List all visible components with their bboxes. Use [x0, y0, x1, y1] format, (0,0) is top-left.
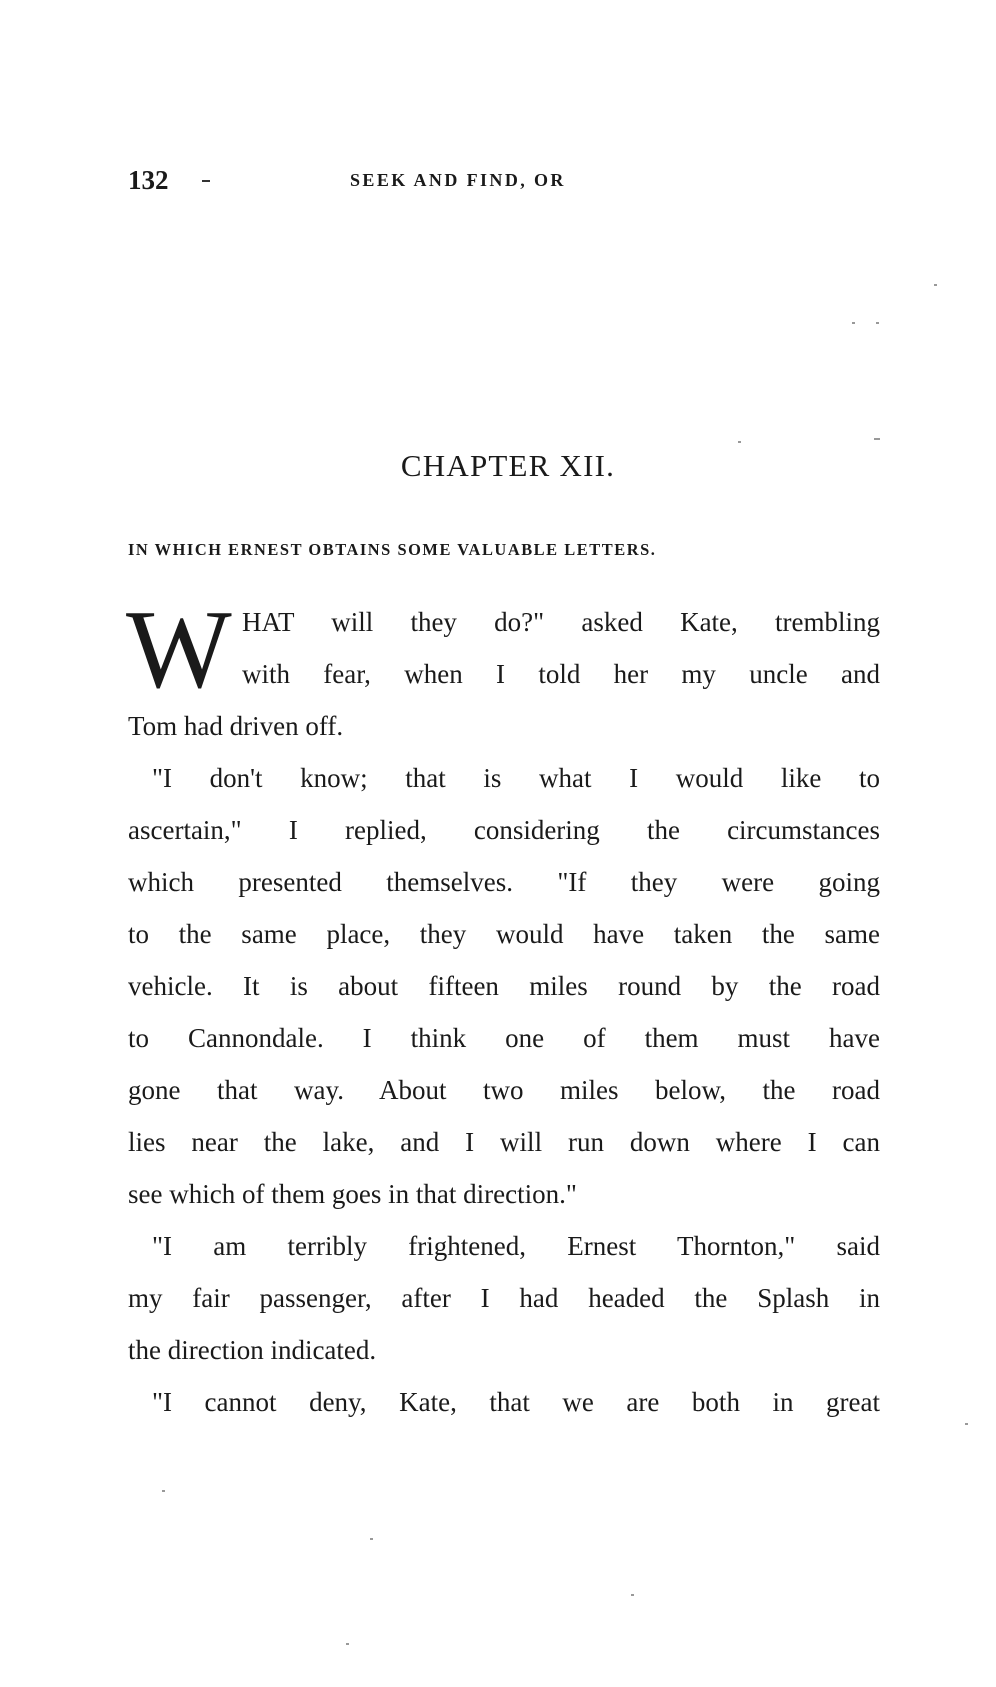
text-line: which presented themselves. "If they were going — [128, 867, 880, 897]
body-text — [126, 588, 880, 1428]
text-line: HAT will they do?" asked Kate, trembling — [242, 607, 880, 637]
scan-speck — [370, 1538, 373, 1540]
scan-speck — [874, 438, 880, 440]
text-line: "I don't know; that is what I would like to — [152, 763, 880, 793]
text-line: "I cannot deny, Kate, that we are both in great — [152, 1387, 880, 1417]
scan-speck — [965, 1423, 968, 1425]
text-line: Tom had driven off. — [128, 711, 344, 741]
text-line: vehicle. It is about fifteen miles round by the road — [128, 971, 880, 1001]
text-line: "I am terribly frightened, Ernest Thornton," said — [152, 1231, 880, 1261]
scan-speck — [852, 322, 855, 324]
text-line: lies near the lake, and I will run down where I can — [128, 1127, 880, 1157]
scan-speck — [876, 322, 879, 324]
scan-speck — [162, 1490, 165, 1492]
text-line: to Cannondale. I think one of them must have — [128, 1023, 880, 1053]
page-number: 132 — [128, 165, 169, 195]
scan-speck — [346, 1643, 349, 1645]
text-line: with fear, when I told her my uncle and — [242, 659, 880, 689]
chapter-subtitle: IN WHICH ERNEST OBTAINS SOME VALUABLE LETTERS. — [128, 540, 657, 559]
text-line: gone that way. About two miles below, the road — [128, 1075, 880, 1105]
drop-cap-letter: W — [126, 588, 232, 712]
running-title: SEEK AND FIND, OR — [350, 170, 566, 190]
text-line: my fair passenger, after I had headed the Splash in — [128, 1283, 880, 1313]
scan-speck — [631, 1594, 634, 1596]
scan-speck — [934, 284, 937, 286]
text-line: to the same place, they would have taken the same — [128, 919, 880, 949]
scan-speck — [202, 180, 210, 182]
text-line: see which of them goes in that direction." — [128, 1179, 577, 1209]
running-head — [128, 165, 878, 205]
scan-speck — [738, 441, 741, 443]
text-line: the direction indicated. — [128, 1335, 377, 1365]
chapter-title: CHAPTER XII. — [400, 448, 616, 483]
text-line: ascertain," I replied, considering the circumstances — [128, 815, 880, 845]
